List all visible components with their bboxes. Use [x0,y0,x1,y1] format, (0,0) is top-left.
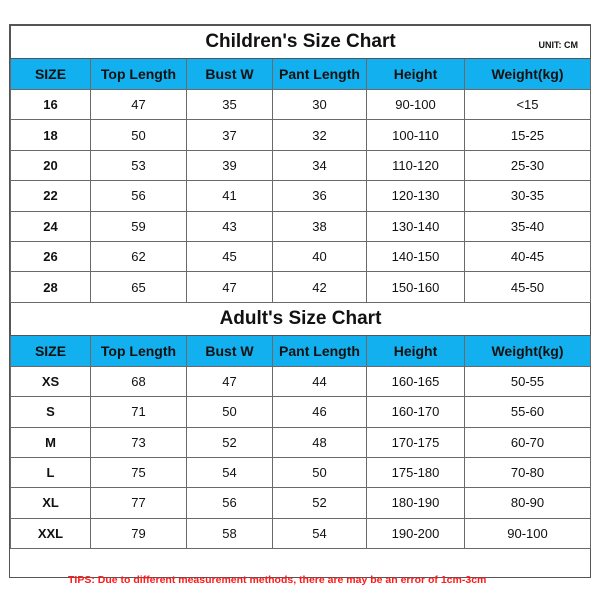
adult-table-cell: 46 [273,397,367,427]
size-chart-table [10,25,591,549]
children-size-cell: 16 [11,90,91,120]
children-table-cell: 47 [187,272,273,302]
adult-table-cell: 52 [187,427,273,457]
children-table-cell: 30-35 [465,181,591,211]
children-size-cell: 20 [11,150,91,180]
children-table-cell: 25-30 [465,150,591,180]
children-table-cell: <15 [465,90,591,120]
adult-table-row [11,457,591,487]
children-table-cell: 140-150 [367,241,465,271]
adult-column-header: Weight(kg) [465,335,591,366]
children-table-row [11,211,591,241]
children-table-cell: 35-40 [465,211,591,241]
adult-chart-title: Adult's Size Chart [219,307,382,329]
adult-size-cell: XXL [11,518,91,548]
children-table-cell: 90-100 [367,90,465,120]
adult-table-cell: 50-55 [465,366,591,396]
children-table-cell: 62 [91,241,187,271]
adult-table-cell: 71 [91,397,187,427]
adult-table-cell: 77 [91,488,187,518]
children-table-cell: 34 [273,150,367,180]
adult-column-header: SIZE [11,335,91,366]
adult-column-header: Height [367,335,465,366]
adult-table-row [11,488,591,518]
adult-table-cell: 56 [187,488,273,518]
children-column-header: SIZE [11,59,91,90]
children-table-cell: 30 [273,90,367,120]
children-table-cell: 41 [187,181,273,211]
adult-table-cell: 190-200 [367,518,465,548]
adult-table-cell: 90-100 [465,518,591,548]
adult-table-cell: 70-80 [465,457,591,487]
adult-column-header: Top Length [91,335,187,366]
adult-table-cell: 47 [187,366,273,396]
adult-column-header: Bust W [187,335,273,366]
children-table-cell: 43 [187,211,273,241]
children-table-cell: 37 [187,120,273,150]
children-column-header: Top Length [91,59,187,90]
adult-table-cell: 54 [187,457,273,487]
children-table-cell: 100-110 [367,120,465,150]
adult-table-cell: 160-170 [367,397,465,427]
adult-table-cell: 50 [273,457,367,487]
adult-table-row [11,518,591,548]
adult-table-cell: 75 [91,457,187,487]
children-table-cell: 45 [187,241,273,271]
adult-table-cell: 55-60 [465,397,591,427]
children-table-cell: 120-130 [367,181,465,211]
adult-table-cell: 58 [187,518,273,548]
adult-table-cell: 52 [273,488,367,518]
children-table-cell: 110-120 [367,150,465,180]
adult-table-cell: 79 [91,518,187,548]
adult-table-row [11,427,591,457]
children-column-header: Pant Length [273,59,367,90]
children-table-cell: 39 [187,150,273,180]
children-table-cell: 40 [273,241,367,271]
children-table-cell: 45-50 [465,272,591,302]
adult-table-cell: 73 [91,427,187,457]
children-column-header: Height [367,59,465,90]
children-table-cell: 53 [91,150,187,180]
children-table-cell: 42 [273,272,367,302]
children-column-header: Bust W [187,59,273,90]
adult-table-cell: 48 [273,427,367,457]
children-table-cell: 59 [91,211,187,241]
children-table-cell: 56 [91,181,187,211]
children-table-row [11,150,591,180]
children-table-row [11,241,591,271]
adult-table-cell: 60-70 [465,427,591,457]
size-chart-document [9,24,591,586]
children-size-cell: 18 [11,120,91,150]
children-size-cell: 26 [11,241,91,271]
children-table-row [11,272,591,302]
adult-size-cell: S [11,397,91,427]
tips-text: TIPS: Due to different measurement methods, there are may be an error of 1cm-3cm [68,574,487,586]
adult-table-row [11,397,591,427]
children-table-cell: 15-25 [465,120,591,150]
adult-table-cell: 50 [187,397,273,427]
adult-table-row [11,366,591,396]
children-title-row [11,26,591,59]
children-title-cell [11,26,591,59]
adult-size-cell: XL [11,488,91,518]
children-chart-title: Children's Size Chart [205,31,396,52]
children-table-cell: 150-160 [367,272,465,302]
adult-table-cell: 80-90 [465,488,591,518]
children-table-row [11,90,591,120]
children-table-cell: 38 [273,211,367,241]
adult-table-cell: 175-180 [367,457,465,487]
adult-size-cell: M [11,427,91,457]
adult-header-row [11,335,591,366]
adult-table-cell: 44 [273,366,367,396]
children-table-cell: 32 [273,120,367,150]
children-table-cell: 35 [187,90,273,120]
children-table-cell: 36 [273,181,367,211]
adult-table-cell: 68 [91,366,187,396]
children-size-cell: 22 [11,181,91,211]
adult-size-cell: XS [11,366,91,396]
children-header-row [11,59,591,90]
children-table-cell: 65 [91,272,187,302]
children-table-row [11,120,591,150]
children-table-cell: 47 [91,90,187,120]
children-size-cell: 24 [11,211,91,241]
unit-label: UNIT: CM [538,40,578,50]
adult-table-cell: 180-190 [367,488,465,518]
adult-column-header: Pant Length [273,335,367,366]
children-size-cell: 28 [11,272,91,302]
children-table-cell: 40-45 [465,241,591,271]
adult-table-cell: 160-165 [367,366,465,396]
tips-note [10,560,590,586]
children-table-cell: 50 [91,120,187,150]
children-table-cell: 130-140 [367,211,465,241]
adult-table-cell: 54 [273,518,367,548]
children-table-row [11,181,591,211]
adult-title-row [11,302,591,335]
children-column-header: Weight(kg) [465,59,591,90]
adult-table-cell: 170-175 [367,427,465,457]
adult-title-cell [11,302,591,335]
adult-size-cell: L [11,457,91,487]
